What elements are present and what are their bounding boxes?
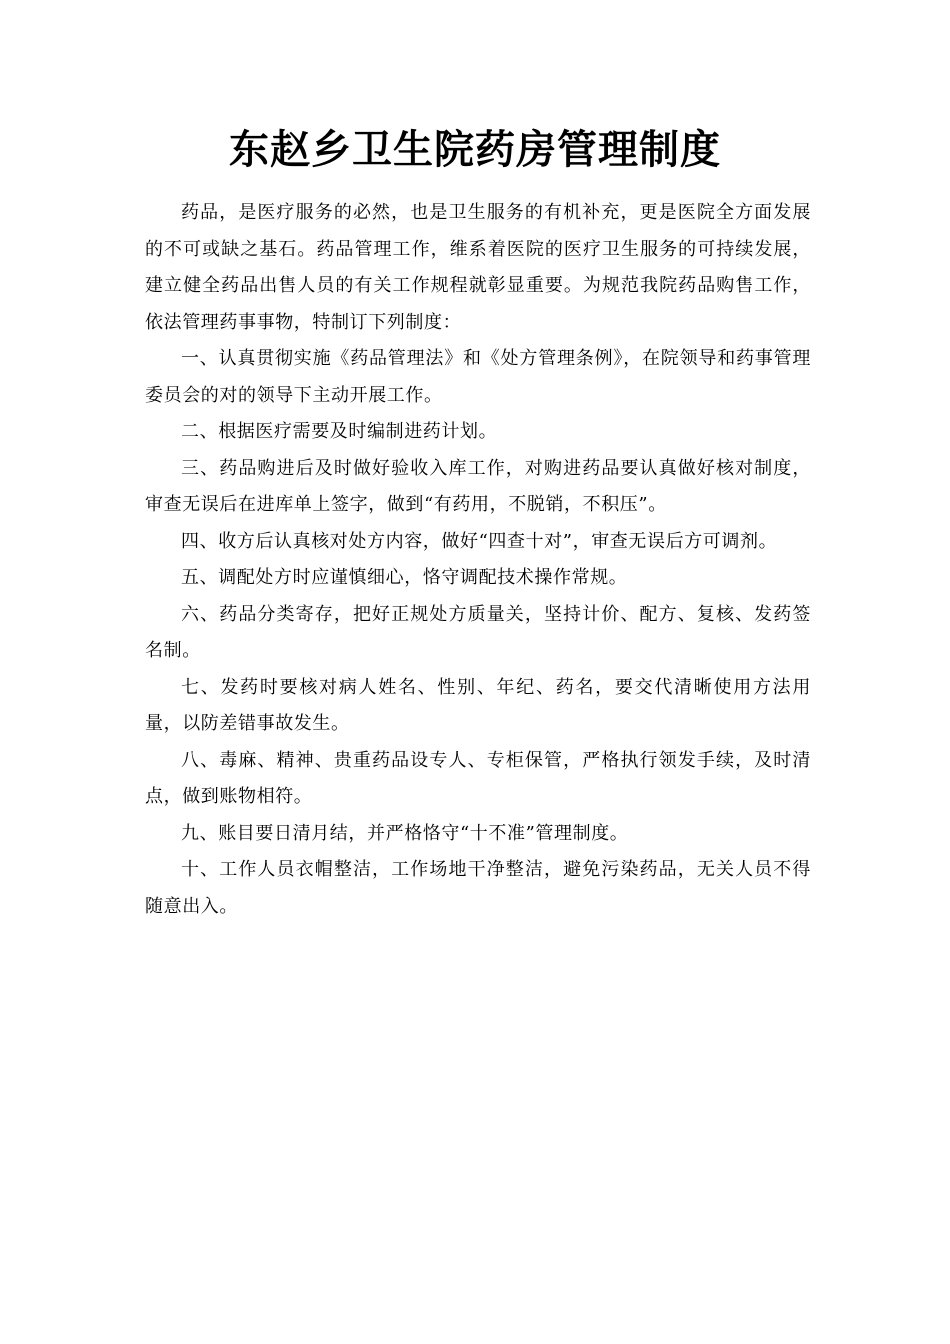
paragraph-rule-9: 九、账目要日清月结，并严格恪守“十不准”管理制度。 <box>181 822 629 844</box>
paragraph-intro: 药品，是医疗服务的必然，也是卫生服务的有机补充，更是医院全方面发展的不可或缺之基石。药品管理工作，维系着医院的医疗卫生服务的可持续发展，建立健全药品出售人员的有关工作规程就彰显重要。为规范我院药品购售工作，依法管理药事事物，特制订下列制度： <box>145 202 811 333</box>
document-title: 东赵乡卫生院药房管理制度 <box>229 127 721 173</box>
paragraph-rule-10: 十、工作人员衣帽整洁，工作场地干净整洁，避免污染药品，无关人员不得随意出入。 <box>145 859 811 917</box>
paragraph-rule-3: 三、药品购进后及时做好验收入库工作，对购进药品要认真做好核对制度，审查无误后在进库单上签字，做到“有药用，不脱销，不积压”。 <box>145 457 811 515</box>
document-body <box>145 195 811 925</box>
paragraph-rule-6: 六、药品分类寄存，把好正规处方质量关，坚持计价、配方、复核、发药签名制。 <box>145 603 811 661</box>
paragraph-rule-7: 七、发药时要核对病人姓名、性别、年纪、药名，要交代清晰使用方法用量，以防差错事故发生。 <box>145 676 811 734</box>
paragraph-rule-1: 一、认真贯彻实施《药品管理法》和《处方管理条例》，在院领导和药事管理委员会的对的领导下主动开展工作。 <box>145 348 811 406</box>
paragraph-rule-4: 四、收方后认真核对处方内容，做好“四查十对”，审查无误后方可调剂。 <box>181 530 778 552</box>
paragraph-rule-2: 二、根据医疗需要及时编制进药计划。 <box>181 421 498 442</box>
paragraph-rule-8: 八、毒麻、精神、贵重药品设专人、专柜保管，严格执行领发手续，及时清点，做到账物相符。 <box>145 749 811 807</box>
paragraph-rule-5: 五、调配处方时应谨慎细心，恪守调配技术操作常规。 <box>181 567 628 588</box>
